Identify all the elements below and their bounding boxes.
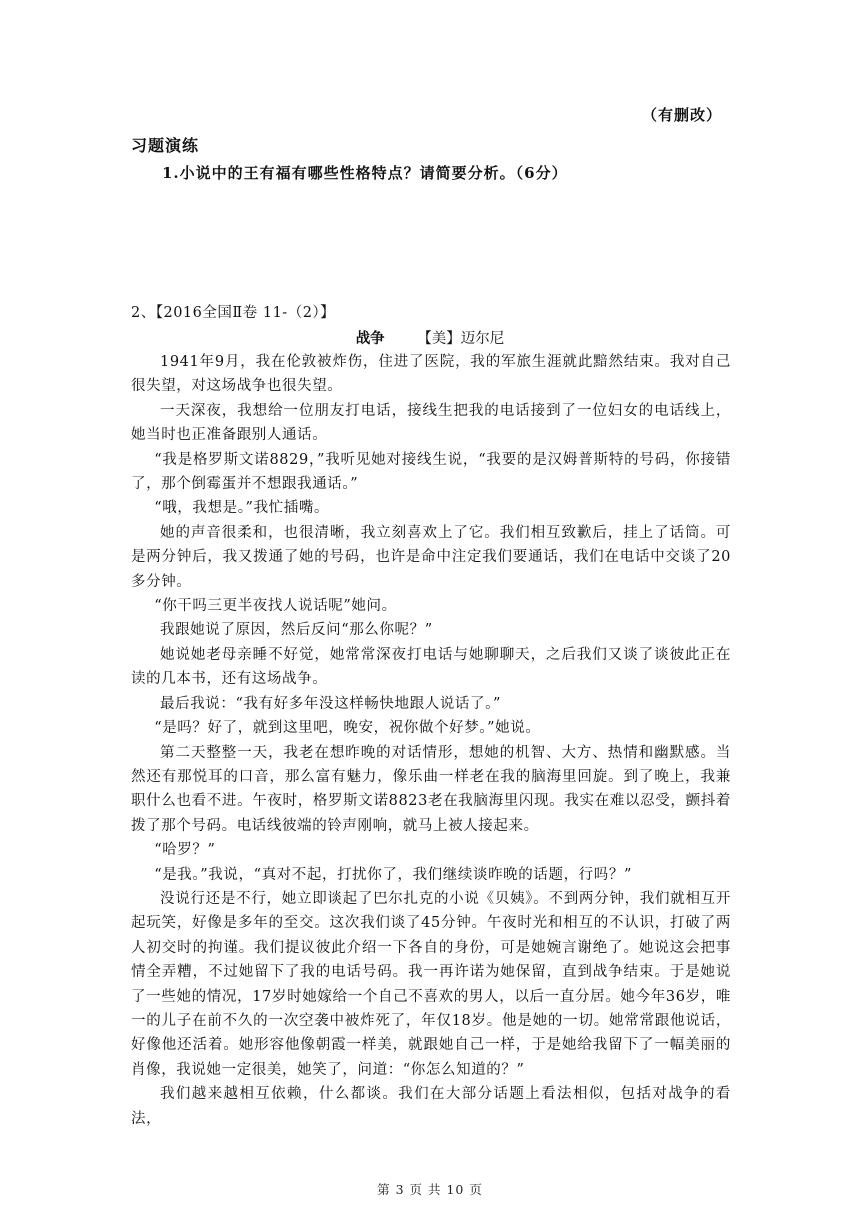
- paragraph: “哈罗？”: [154, 842, 216, 859]
- story-author: 【美】迈尔尼: [417, 331, 505, 347]
- paragraph: 一天深夜，我想给一位朋友打电话，接线生把我的电话接到了一位妇女的电话线上，她当时也正准备跟别人通话。: [131, 402, 731, 444]
- section-title: 习题演练: [131, 136, 200, 155]
- question-1: 1.小说中的王有福有哪些性格特点？请简要分析。（6分）: [162, 164, 568, 182]
- paragraph: 最后我说：“我有好多年没这样畅快地跟人说话了。”: [160, 695, 501, 712]
- paragraph: 第二天整整一天，我老在想昨晚的对话情形，想她的机智、大方、热情和幽默感。当然还有那悦耳的口音，那么富有魅力，像乐曲一样老在我的脑海里回旋。到了晚上，我兼职什么也看不进。午夜时，格罗斯文诺8823老在我脑海里闪现。我实在难以忍受，颤抖着拨了那个号码。电话线彼端的铃声刚响，就马上被人接起来。: [131, 744, 731, 834]
- paragraph: “我是格罗斯文诺8829，”我听见她对接线生说，“我要的是汉姆普斯特的号码，你接错了，那个倒霉蛋并不想跟我通话。”: [131, 451, 731, 493]
- story-title: 战争: [355, 330, 385, 347]
- paragraph: 她的声音很柔和，也很清晰，我立刻喜欢上了它。我们相互致歉后，挂上了话筒。可是两分钟后，我又拨通了她的号码，也许是命中注定我们要通话，我们在电话中交谈了20多分钟。: [131, 524, 731, 590]
- paragraph: 1941年9月，我在伦敦被炸伤，住进了医院，我的军旅生涯就此黯然结束。我对自己很失望，对这场战争也很失望。: [131, 354, 731, 395]
- abridged-note: （有删改）: [641, 106, 722, 124]
- paragraph: 我跟她说了原因，然后反问“那么你呢？”: [160, 622, 433, 639]
- paragraph: “是吗？好了，就到这里吧，晚安，祝你做个好梦。”她说。: [154, 720, 541, 737]
- paragraph: 她说她老母亲睡不好觉，她常常深夜打电话与她聊聊天，之后我们又谈了谈彼此正在读的几本书，还有这场战争。: [131, 646, 731, 688]
- story-heading: [0, 327, 860, 348]
- question-2-source: 2、【2016全国Ⅱ卷 11-（2）】: [131, 305, 336, 321]
- paragraph: “是我。”我说，“真对不起，打扰你了，我们继续谈昨晚的话题，行吗？”: [154, 866, 632, 883]
- paragraph: 没说行还是不行，她立即谈起了巴尔扎克的小说《贝姨》。不到两分钟，我们就相互开起玩笑，好像是多年的至交。这次我们谈了45分钟。午夜时光和相互的不认识，打破了两人初交时的拘谨。我们提议彼此介绍一下各自的身份，可是她婉言谢绝了。她说这会把事情全弄糟，不过她留下了我的电话号码。我一再许诺为她保留，直到战争结束。于是她说了一些她的情况，17岁时她嫁给一个自己不喜欢的男人，以后一直分居。她今年36岁，唯一的儿子在前不久的一次空袭中被炸死了，年仅18岁。他是她的一切。她常常跟他说话，好像他还活着。她形容他像朝霞一样美，就跟她自己一样，于是她给我留下了一幅美丽的肖像，我说她一定很美，她笑了，问道：“你怎么知道的？”: [131, 890, 731, 1078]
- page-footer: 第 3 页 共 10 页: [377, 1182, 483, 1197]
- paragraph: “哦，我想是。”我忙插嘴。: [154, 500, 330, 517]
- story-body: [131, 350, 731, 1131]
- paragraph: 我们越来越相互依赖，什么都谈。我们在大部分话题上看法相似，包括对战争的看法，: [131, 1086, 731, 1127]
- paragraph: “你干吗三更半夜找人说话呢”她问。: [154, 598, 397, 615]
